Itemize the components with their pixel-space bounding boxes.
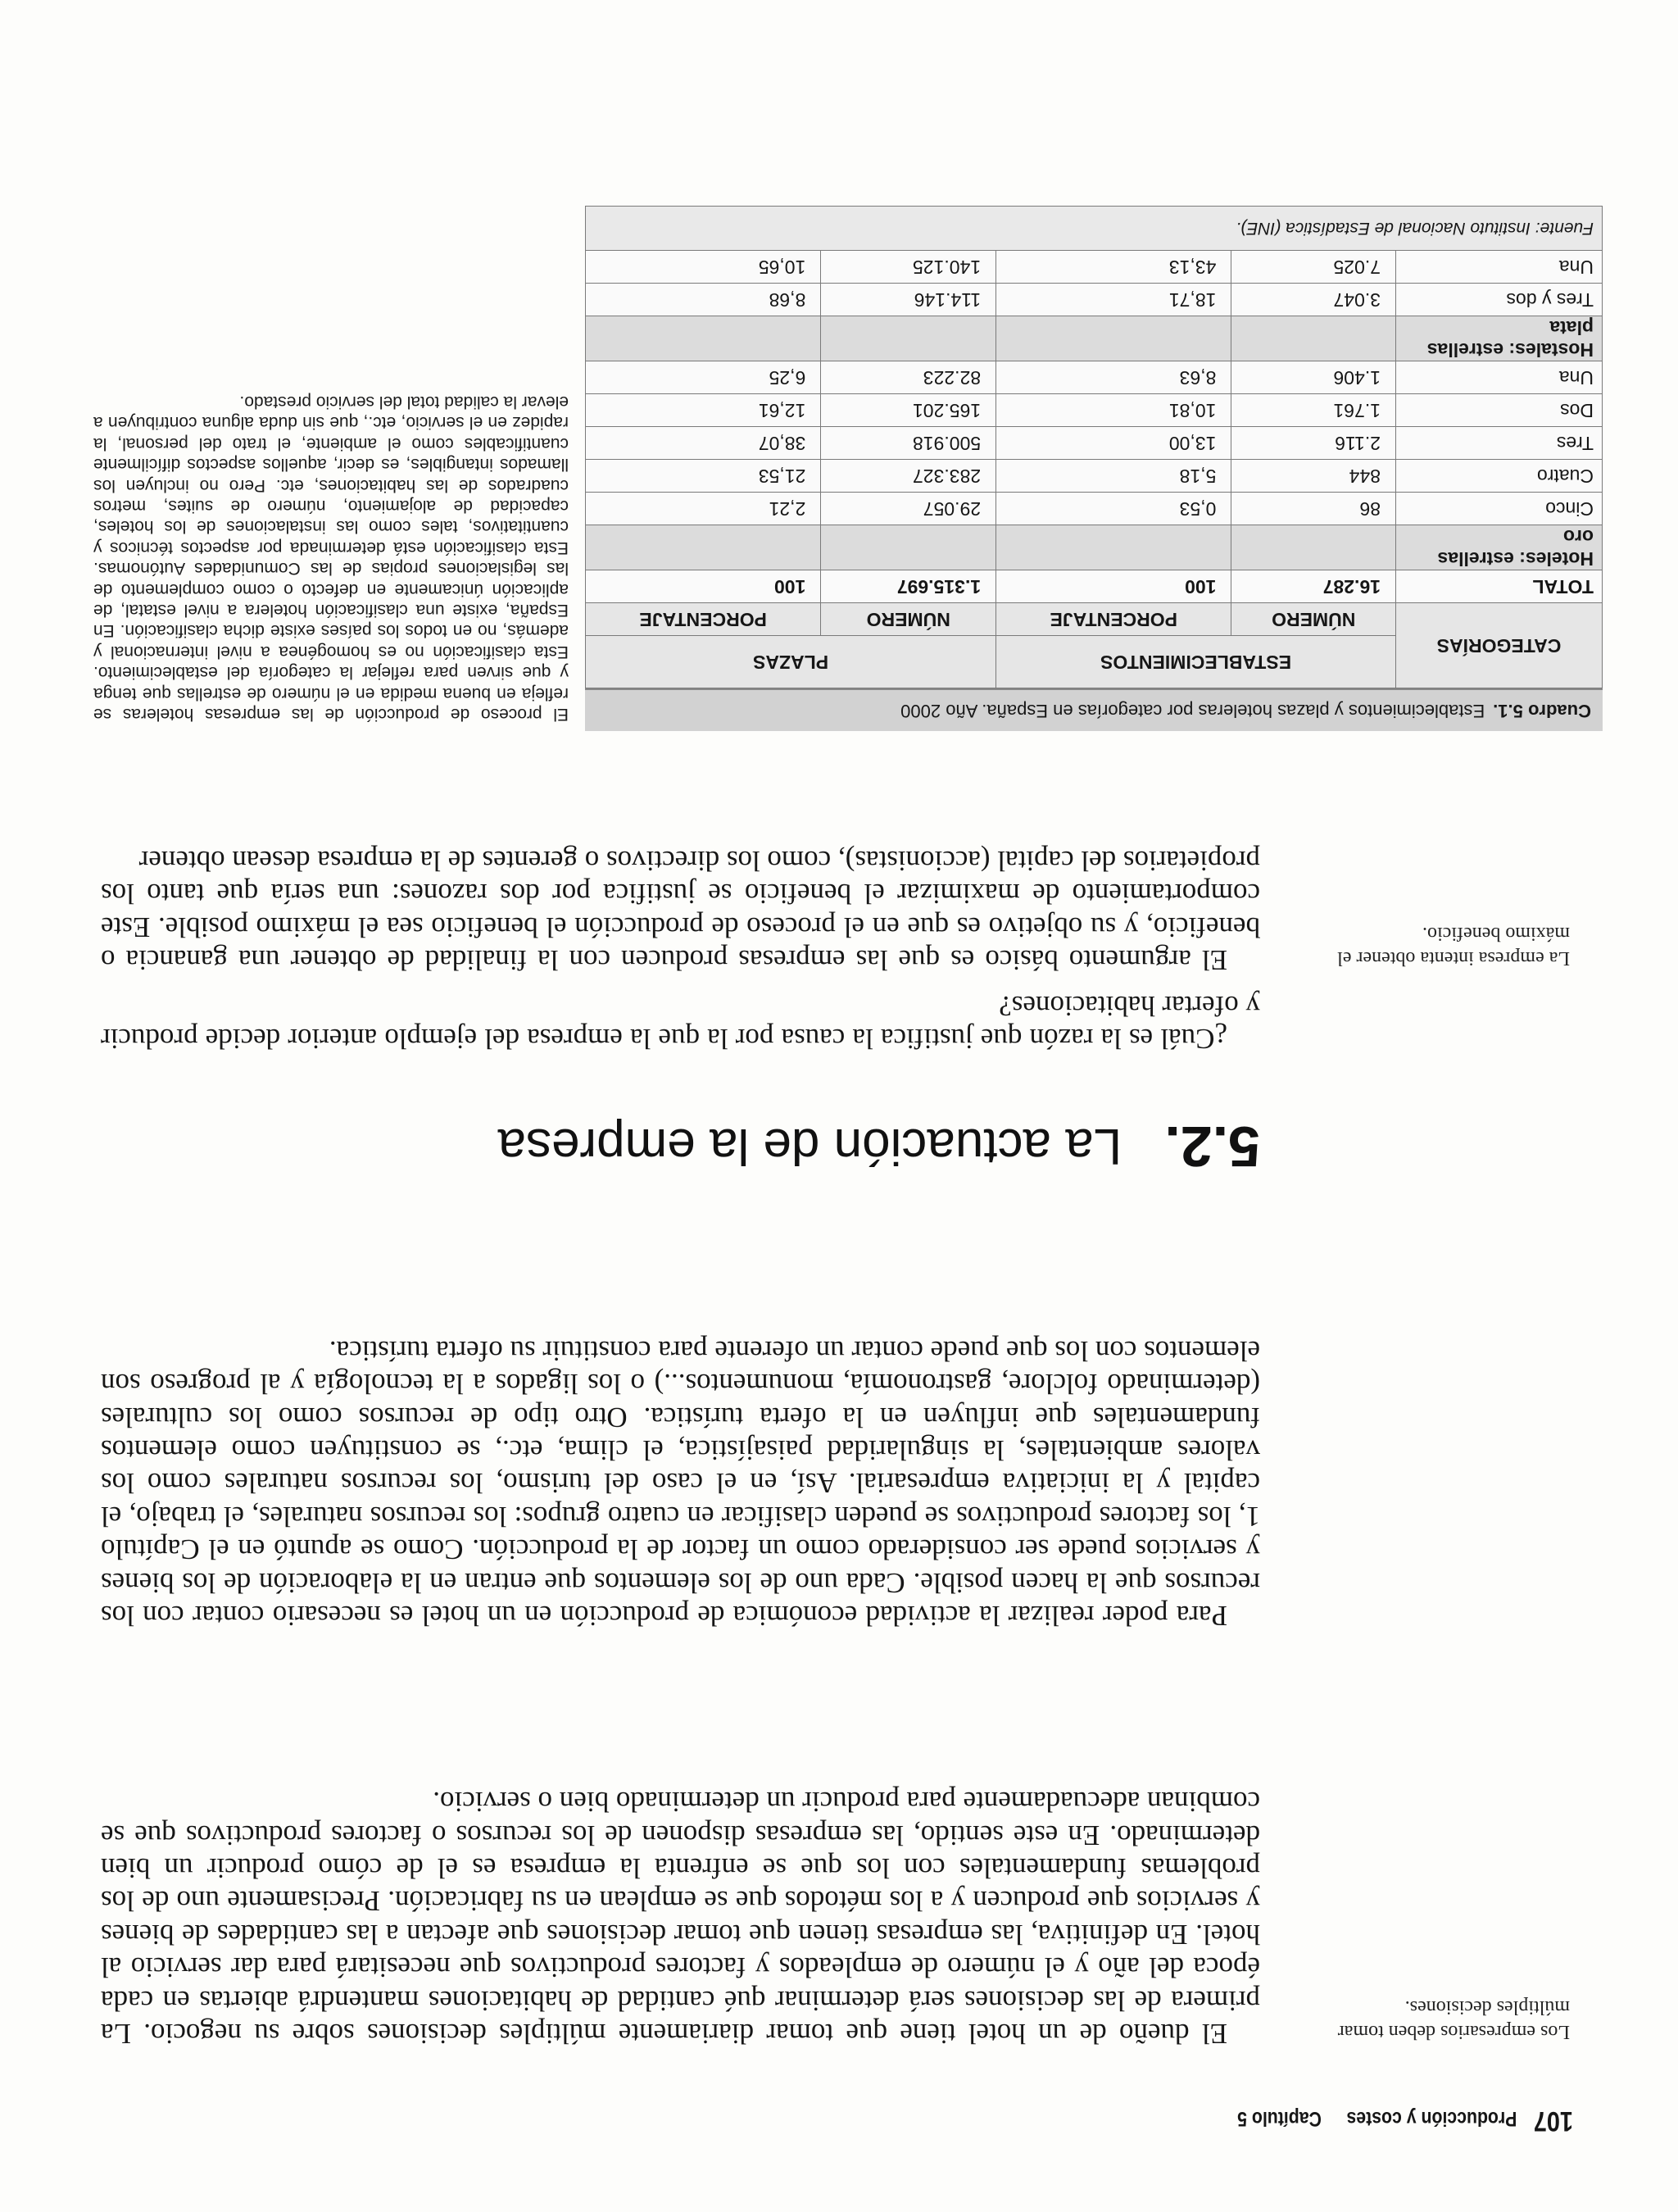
- cell-pla-num: 29.057: [821, 493, 996, 525]
- group-label: Hostales: estrellas plata: [1396, 316, 1603, 361]
- row-label: Tres y dos: [1396, 284, 1603, 316]
- table-row: [586, 493, 1603, 525]
- margin-note-decisions: Los empresarios deben tomar múltiples decisiones.: [1337, 1996, 1570, 2042]
- cell-pla-num: 140.125: [821, 251, 996, 284]
- cell-pla-num: 82.223: [821, 361, 996, 394]
- table-section: [92, 59, 1603, 731]
- header-pla-porcentaje: PORCENTAJE: [586, 603, 821, 636]
- table-source-row: [586, 207, 1603, 251]
- side-note-text: El proceso de producción de las empresas hoteleras se refleja en buena medida en el número de estrellas que tenga y que sirven para reflejar la categoría del establecimiento. Esta clasificación no es homogénea a nivel internacional y además, no en todos los países existe dicha clasificación. En España, existe una clasificación hotelera a nivel estatal, de aplicación únicamente en defecto o como complemento de las legislaciones propias de las Comunidades Autónomas. Esta clasificación está determinada por aspectos técnicos y cuantitativos, tales como las instalaciones de los hoteles, capacidad de alojamiento, número de suites, metros cuadrados de las habitaciones, etc. Pero no incluyen los llamados intangibles, es decir, aquellos aspectos difícilmente cuantificables como el ambiente, el trato del personal, la rapidez en el servicio, etc., que sin duda alguna contribuyen a elevar la calidad total del servicio prestado.: [93, 392, 569, 724]
- cell-pla-pct: 38,07: [586, 427, 821, 460]
- cell-est-pct: 0,53: [996, 493, 1231, 525]
- paragraph-decisions: El dueño de un hotel tiene que tomar diariamente múltiples decisiones sobre su negocio. La primera de las decisiones será determinar qué cantidad de habitaciones mantendrá abiertas en cada época del año y el número de empleados y factores productivos que necesitará para dar servicio al hotel. En definitiva, las empresas tienen que tomar decisiones que afectan a las cantidades de bienes y servicios que producen y a los métodos que se emplean en su fabricación. Precisamente uno de los problemas fundamentales con los que se enfrenta la empresa es el de cómo producir un bien determinado. En este sentido, las empresas disponen de los recursos o factores productivos que se combinan adecuadamente para producir un determinado bien o servicio.: [101, 1786, 1260, 2050]
- row-label: TOTAL: [1396, 570, 1603, 603]
- cell-pla-num: 283.327: [821, 460, 996, 493]
- chapter-label: Capítulo 5: [1237, 2107, 1322, 2130]
- table-row: [586, 460, 1603, 493]
- chapter-title: Producción y costes: [1346, 2107, 1517, 2130]
- row-label: Cuatro: [1396, 460, 1603, 493]
- paragraph-question: ¿Cuál es la razón que justifica la causa por la que la empresa del ejemplo anterior decide producir y ofertar habitaciones?: [101, 989, 1260, 1055]
- cell-est-pct: 10,81: [996, 394, 1231, 427]
- cell-pla-pct: 8,68: [586, 284, 821, 316]
- header-est-numero: NÚMERO: [1231, 603, 1396, 636]
- cell-est-pct: 18,71: [996, 284, 1231, 316]
- table-side-note: [93, 59, 569, 731]
- cell-pla-pct: 10,65: [586, 251, 821, 284]
- row-label: Una: [1396, 251, 1603, 284]
- header-pla-numero: NÚMERO: [821, 603, 996, 636]
- header-est-porcentaje: PORCENTAJE: [996, 603, 1231, 636]
- cell-est-num: 16.287: [1231, 570, 1396, 603]
- cell-pla-pct: 12,61: [586, 394, 821, 427]
- cell-pla-pct: 21,53: [586, 460, 821, 493]
- cell-pla-pct: 6,25: [586, 361, 821, 394]
- hotel-categories-table: [585, 206, 1603, 688]
- table-caption-title: Establecimientos y plazas hoteleras por categorías en España. Año 2000: [900, 701, 1485, 721]
- page-number: 107: [1533, 2105, 1573, 2137]
- table-row-total: [586, 570, 1603, 603]
- row-label: Cinco: [1396, 493, 1603, 525]
- cell-est-num: 7.025: [1231, 251, 1396, 284]
- cell-est-num: 1.761: [1231, 394, 1396, 427]
- table-caption-label: Cuadro 5.1.: [1493, 701, 1591, 721]
- cell-est-pct: 5,18: [996, 460, 1231, 493]
- cell-est-num: 3.047: [1231, 284, 1396, 316]
- section-title: La actuación de la empresa: [497, 1118, 1122, 1175]
- cell-est-num: 1.406: [1231, 361, 1396, 394]
- cell-pla-pct: 100: [586, 570, 821, 603]
- table-row: [586, 361, 1603, 394]
- cell-pla-num: 165.201: [821, 394, 996, 427]
- paragraph-factors: Para poder realizar la actividad económica de producción en un hotel es necesario contar con los recursos que la hacen posible. Cada uno de los elementos que entran en la elaboración de los bienes y servicios puede ser considerado como un factor de la producción. Como se apuntó en el Capítulo 1, los factores productivos se pueden clasificar en cuatro grupos: los recursos naturales, el trabajo, el capital y la iniciativa empresarial. Así, en el caso del turismo, los recursos naturales como los valores ambientales, la singularidad paisajística, el clima, etc., se constituyen como elementos fundamentales que influyen en la oferta turística. Otro tipo de recursos como los culturales (determinado folclore, gastronomía, monumentos...) o los ligados a la tecnología y al progreso son elementos con los que puede contar un oferente para constituir su oferta turística.: [101, 1334, 1260, 1632]
- cell-est-num: 86: [1231, 493, 1396, 525]
- running-head: [1211, 2104, 1573, 2137]
- cell-est-num: 844: [1231, 460, 1396, 493]
- row-label: Tres: [1396, 427, 1603, 460]
- header-categorias: CATEGORÍAS: [1396, 603, 1603, 688]
- table-row: [586, 394, 1603, 427]
- header-establecimientos: ESTABLECIMIENTOS: [996, 636, 1396, 688]
- cell-est-pct: 13,00: [996, 427, 1231, 460]
- table-row: [586, 427, 1603, 460]
- paragraph-benefit: El argumento básico es que las empresas producen con la finalidad de obtener una ganancia o beneficio, y su objetivo es que en el proceso de producción el beneficio sea el máximo posible. Este comportamiento de maximizar el beneficio se justifica por dos razones: una sería que tanto los propietarios del capital (accionistas), como los directivos o gerentes de la empresa desean obtener: [101, 844, 1260, 976]
- row-label: Una: [1396, 361, 1603, 394]
- table-group-oro: [586, 525, 1603, 570]
- cell-pla-num: 114.146: [821, 284, 996, 316]
- table-source: Fuente: Instituto Nacional de Estadística (INE).: [586, 207, 1603, 251]
- section-number: 5.2.: [1164, 1115, 1260, 1179]
- group-label: Hoteles: estrellas oro: [1396, 525, 1603, 570]
- table-group-plata: [586, 316, 1603, 361]
- cell-pla-num: 1.315.697: [821, 570, 996, 603]
- section-heading: [97, 1110, 1260, 1183]
- margin-note-benefit: La empresa intenta obtener el máximo beneficio.: [1337, 923, 1570, 969]
- cell-est-num: 2.116: [1231, 427, 1396, 460]
- table-row: [586, 251, 1603, 284]
- cell-pla-num: 500.918: [821, 427, 996, 460]
- cell-est-pct: 43,13: [996, 251, 1231, 284]
- row-label: Dos: [1396, 394, 1603, 427]
- table-caption: [585, 688, 1603, 731]
- cell-est-pct: 8,63: [996, 361, 1231, 394]
- cell-est-pct: 100: [996, 570, 1231, 603]
- table-row: [586, 284, 1603, 316]
- cell-pla-pct: 2,21: [586, 493, 821, 525]
- header-plazas: PLAZAS: [586, 636, 996, 688]
